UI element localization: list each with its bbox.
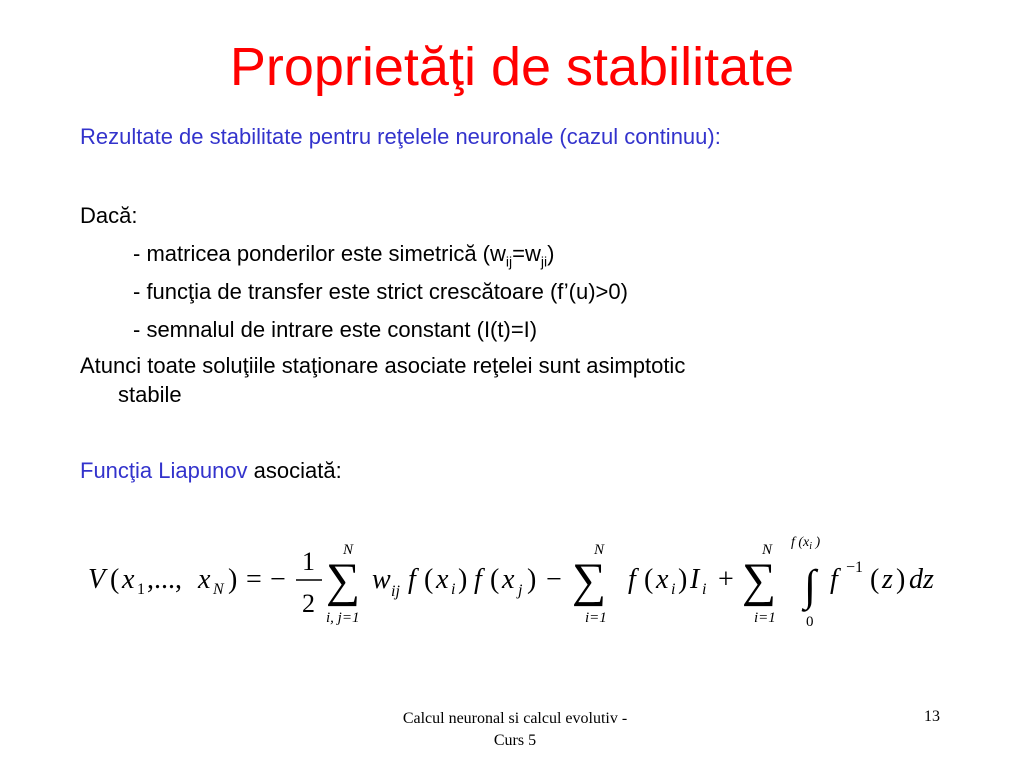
sum3-lower: i=1: [754, 610, 776, 626]
term1-p3: (: [490, 564, 500, 595]
lyapunov-heading: [80, 458, 342, 484]
term3-inverse: −1: [846, 559, 864, 576]
term3-p2: ): [896, 564, 906, 595]
term1-w-sub: ij: [391, 583, 400, 600]
sum1-upper: N: [343, 542, 354, 558]
formula-minus-2: −: [546, 564, 562, 595]
footer-course-line-1: Calcul neuronal si calcul evolutiv -: [402, 710, 628, 727]
condition-1-sub-ji: ji: [540, 253, 548, 270]
integral-sign: ∫: [804, 561, 817, 610]
term1-xj-sub: j: [518, 582, 523, 599]
page-number: 13: [924, 708, 940, 725]
term2-p2: ): [678, 564, 688, 595]
footer-course-line-2: Curs 5: [493, 732, 537, 749]
slide-subtitle: Rezultate de stabilitate pentru reţelele neuronale (cazul continuu):: [80, 124, 721, 149]
sum3-upper: N: [762, 542, 773, 558]
term2-f: f: [628, 564, 636, 595]
formula-frac-den: 2: [302, 589, 315, 618]
sum2-sigma: ∑: [572, 554, 607, 607]
sum1-lower: i, j=1: [326, 610, 360, 626]
conclusion-line-1: Atunci toate soluţiile staţionare asociate reţelei sunt asimptotic: [80, 353, 686, 378]
sum3-sigma: ∑: [742, 554, 777, 607]
conditions-intro: Dacă:: [80, 203, 138, 228]
lyapunov-label: Funcţia Liapunov: [80, 458, 248, 483]
formula-xn: x: [198, 564, 211, 595]
formula-lhs-paren-open: (: [110, 564, 120, 595]
term3-dz: dz: [909, 564, 934, 595]
formula-minus-1: −: [270, 564, 286, 595]
formula-lhs: V: [88, 564, 106, 595]
term1-xj: x: [502, 564, 515, 595]
condition-1-sub-ij: ij: [505, 253, 513, 270]
term2-I: I: [690, 564, 700, 595]
footer-course: [340, 708, 690, 752]
integral-lower: 0: [806, 614, 814, 630]
term3-z: z: [882, 564, 893, 595]
formula-x1: x: [122, 564, 135, 595]
condition-1: [133, 241, 554, 269]
formula-xn-sub: N: [213, 581, 224, 598]
conclusion-line-2: stabile: [118, 382, 182, 407]
formula-plus: +: [718, 564, 734, 595]
sum1-sigma: ∑: [326, 554, 361, 607]
term1-xi: x: [436, 564, 449, 595]
lyapunov-formula: [60, 528, 960, 638]
term1-f2: f: [474, 564, 482, 595]
sum2-lower: i=1: [585, 610, 607, 626]
lyapunov-suffix: asociată:: [247, 458, 342, 483]
term1-p2: ): [458, 564, 468, 595]
formula-frac-num: 1: [302, 547, 315, 576]
sum2-upper: N: [594, 542, 605, 558]
term2-xi: x: [656, 564, 669, 595]
condition-1-mid: =w: [512, 241, 541, 266]
slide-title: Proprietăţi de stabilitate: [229, 37, 795, 97]
term1-f1: f: [408, 564, 416, 595]
term1-xi-sub: i: [451, 581, 456, 598]
term2-p1: (: [644, 564, 654, 595]
term2-xi-sub: i: [671, 581, 676, 598]
condition-1-prefix: - matricea ponderilor este simetrică (w: [133, 241, 506, 266]
term2-I-sub: i: [702, 581, 707, 598]
formula-equals: =: [246, 564, 262, 595]
term1-w: w: [372, 564, 391, 595]
formula-ellipsis: ,...,: [147, 564, 182, 595]
term1-p1: (: [424, 564, 434, 595]
condition-2: - funcţia de transfer este strict crescătoare (f’(u)>0): [133, 279, 628, 304]
integral-upper: f ($x_i$ ): [791, 535, 821, 552]
term3-f: f: [830, 564, 838, 595]
formula-lhs-paren-close: ): [228, 564, 238, 595]
condition-1-suffix: ): [547, 241, 555, 266]
condition-3: - semnalul de intrare este constant (I(t)=I): [133, 317, 538, 342]
formula-x1-sub: 1: [137, 581, 145, 598]
term1-p4: ): [527, 564, 537, 595]
term3-p1: (: [870, 564, 880, 595]
